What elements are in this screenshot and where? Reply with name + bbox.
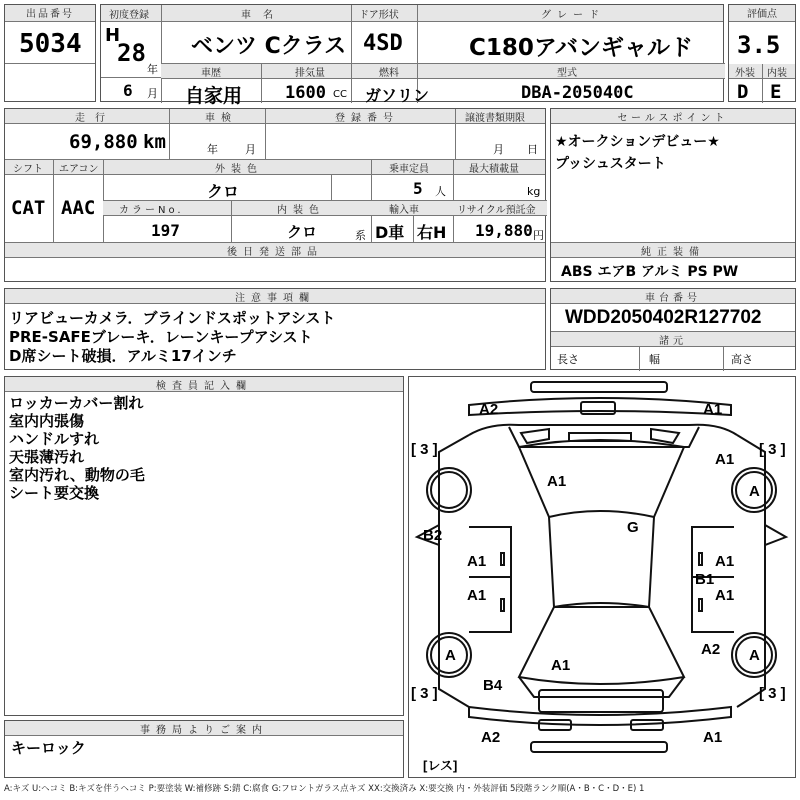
displacement-unit: CC	[333, 89, 347, 100]
ext-color-label: 外装色	[215, 164, 263, 175]
dmg-right-front-door: A1	[715, 553, 735, 570]
deadline-day-unit: 日	[527, 143, 538, 156]
car-name-label: 車名	[241, 10, 285, 21]
later-parts-label: 後日発送部品	[5, 243, 545, 258]
deadline-month-unit: 月	[493, 143, 504, 156]
color-no-label: カラーNo.	[119, 205, 184, 216]
caution-label: 注意事項欄	[5, 289, 545, 304]
mileage: 69,880	[69, 131, 138, 153]
fuel-label: 燃料	[379, 68, 399, 79]
vehicle-info-box	[100, 4, 724, 107]
dmg-left-front-door: A1	[467, 553, 487, 570]
color-no: 197	[151, 221, 180, 240]
int-color: クロ	[287, 223, 318, 241]
tire-rr-score: [ 3 ]	[759, 685, 786, 702]
dmg-left-rear-door: A1	[467, 587, 487, 604]
score-box	[728, 4, 796, 102]
dmg-left-rear-wheel: A	[445, 647, 456, 664]
dmg-front-right-fender: A1	[715, 451, 735, 468]
width-label: 幅	[649, 353, 660, 366]
dmg-trunk: A1	[551, 657, 571, 674]
dmg-roof: G	[627, 519, 639, 536]
height-label: 高さ	[731, 353, 753, 366]
dmg-right-pillar: B1	[695, 571, 715, 588]
dmg-rear-right-fender: A2	[701, 641, 721, 658]
import-h: 右H	[417, 223, 447, 242]
dmg-hood: A1	[547, 473, 567, 490]
office-note: キーロック	[11, 739, 86, 757]
int-color-unit: 系	[355, 229, 366, 242]
inspector-line-3: ハンドルすれ	[9, 430, 100, 448]
fuel: ガソリン	[365, 86, 430, 105]
door-type: 4SD	[363, 31, 403, 56]
spare-tire: [レス]	[423, 758, 458, 773]
int-grade-label: 内装	[767, 68, 787, 79]
grade: C180アバンギャルド	[469, 35, 694, 61]
dmg-front-right: A1	[703, 401, 723, 418]
dmg-rear-left: A2	[481, 729, 501, 746]
caution-line-1: リアビューカメラ．ブラインドスポットアシスト	[9, 309, 336, 327]
inspector-label: 検査員記入欄	[5, 377, 403, 392]
score: 3.5	[737, 31, 781, 59]
equipment: ABS エアB アルミ PS PW	[561, 264, 739, 280]
length-label: 長さ	[557, 353, 579, 366]
load-label: 最大積載量	[469, 164, 519, 175]
ac: AAC	[61, 197, 96, 219]
dmg-left-rocker: B2	[423, 527, 443, 544]
caution-line-2: PRE-SAFEブレーキ．レーンキープアシスト	[9, 328, 313, 346]
inspector-box	[4, 376, 404, 716]
tire-rl-score: [ 3 ]	[411, 685, 438, 702]
reg-month: 6	[123, 81, 133, 100]
import-label: 輸入車	[389, 205, 419, 216]
caution-line-3: D席シート破損．アルミ17インチ	[9, 347, 237, 365]
dmg-front-left: A2	[479, 401, 499, 418]
legend: A:キズ U:ヘコミ B:キズを伴うヘコミ P:要塗装 W:補修跡 S:錆 C:腐食 G:フロントガラス点キズ XX:交換済み X:要交換 内・外装評価 5段階ランク順(A・B・C・D・E) 1	[4, 784, 645, 794]
caution-box	[4, 288, 546, 370]
mileage-label: 走行	[75, 113, 115, 124]
load-unit: kg	[527, 185, 541, 198]
era: H	[105, 25, 121, 46]
chassis-box	[550, 288, 796, 370]
lot-number: 5034	[19, 29, 82, 59]
dmg-rear-right: A1	[703, 729, 723, 746]
history: 自家用	[185, 85, 243, 107]
lot-label: 出品番号	[5, 5, 95, 22]
details-box	[4, 108, 546, 282]
dmg-front-right-wheel: A	[749, 483, 760, 500]
inspection-label: 車検	[205, 113, 237, 124]
mileage-unit: km	[143, 131, 166, 153]
car-diagram	[408, 376, 796, 778]
inspector-line-1: ロッカーカバー割れ	[9, 394, 144, 412]
shift-label: シフト	[13, 164, 43, 175]
chassis-number: WDD2050402R127702	[565, 307, 762, 328]
inspector-line-4: 天張薄汚れ	[9, 448, 85, 466]
car-outline	[409, 377, 794, 776]
ext-grade-label: 外装	[735, 68, 755, 79]
door-label: ドア形状	[359, 10, 399, 21]
displacement-label: 排気量	[295, 68, 325, 79]
tire-fl-score: [ 3 ]	[411, 441, 438, 458]
shift: CAT	[11, 197, 46, 219]
inspector-line-2: 室内内張傷	[9, 412, 85, 430]
deadline-label: 譲渡書類期限	[465, 113, 525, 124]
dmg-rear-left-bumper: B4	[483, 677, 503, 694]
recycle-unit: 円	[533, 229, 544, 242]
inspector-line-6: シート要交換	[9, 484, 100, 502]
recycle-label: リサイクル預託金	[457, 205, 536, 216]
model-label: 型式	[557, 68, 577, 79]
import-d: D車	[375, 223, 405, 242]
grade-label: グレード	[541, 10, 605, 21]
lot-box	[4, 4, 96, 102]
score-label: 評価点	[729, 5, 795, 22]
sales-label: セールスポイント	[551, 109, 795, 124]
specs-label: 諸元	[551, 332, 795, 347]
reg-year: 28	[117, 39, 146, 67]
month-unit: 月	[147, 87, 158, 100]
inspector-line-5: 室内汚れ、動物の毛	[9, 466, 145, 484]
capacity-unit: 人	[435, 185, 446, 198]
int-color-label: 内装色	[277, 205, 325, 216]
sales-point-1: ★オークションデビュー★	[555, 134, 720, 150]
insp-month-unit: 月	[245, 143, 256, 156]
capacity-label: 乗車定員	[389, 164, 429, 175]
ext-color: クロ	[207, 182, 240, 201]
sales-box	[550, 108, 796, 282]
sales-point-2: プッシュスタート	[555, 156, 666, 172]
first-reg-label: 初度登録	[109, 10, 149, 21]
capacity: 5	[413, 179, 423, 198]
office-label: 事務局よりご案内	[5, 721, 403, 736]
insp-year-unit: 年	[207, 143, 218, 156]
displacement: 1600	[285, 83, 326, 103]
office-box	[4, 720, 404, 778]
recycle: 19,880	[475, 221, 533, 240]
ext-grade: D	[737, 81, 749, 103]
dmg-right-rear-door: A1	[715, 587, 735, 604]
car-name: ベンツ Cクラス	[191, 34, 347, 59]
equip-label: 純正装備	[551, 243, 795, 258]
model: DBA-205040C	[521, 83, 634, 103]
ac-label: エアコン	[59, 164, 99, 175]
year-unit: 年	[147, 63, 158, 76]
int-grade: E	[770, 81, 782, 103]
chassis-label: 車台番号	[551, 289, 795, 304]
history-label: 車歴	[201, 68, 221, 79]
dmg-right-rear-wheel: A	[749, 647, 760, 664]
tire-fr-score: [ 3 ]	[759, 441, 786, 458]
reg-number-label: 登録番号	[335, 113, 399, 124]
